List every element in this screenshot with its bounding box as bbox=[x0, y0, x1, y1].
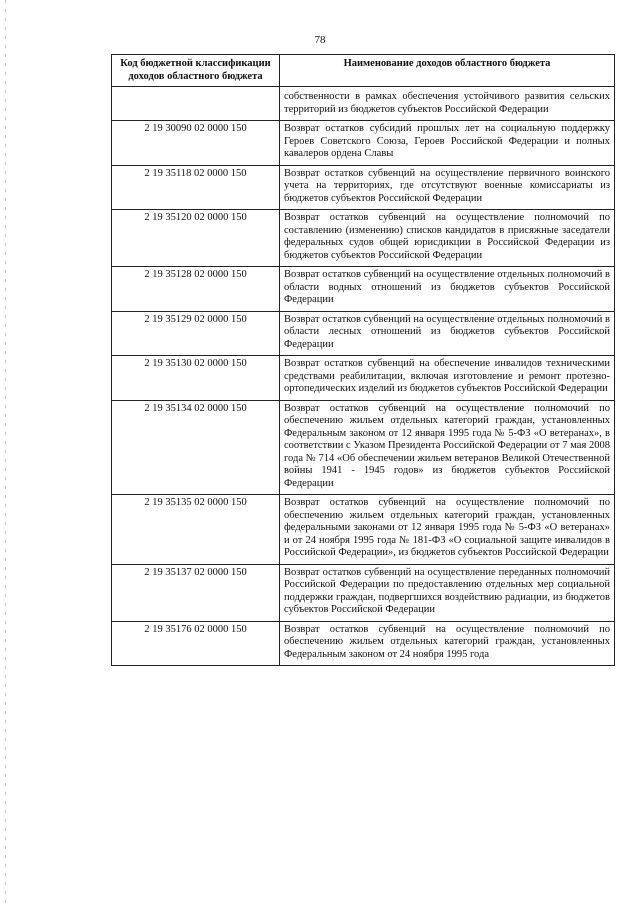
budget-codes-table bbox=[111, 54, 615, 666]
page-number: 78 bbox=[314, 34, 326, 46]
table-row bbox=[112, 121, 615, 166]
row-code: 2 19 30090 02 0000 150 bbox=[112, 121, 280, 166]
scan-edge bbox=[5, 0, 6, 905]
row-name: Возврат остатков субвенций на осуществление полномочий по составлению (изменению) списков кандидатов в присяжные заседатели федеральных судов общей юрисдикции в Российской Федерации из бюджетов субъектов Российской Федерации bbox=[280, 210, 615, 267]
row-code: 2 19 35129 02 0000 150 bbox=[112, 311, 280, 356]
header-code: Код бюджетной классификации доходов областного бюджета bbox=[112, 55, 280, 87]
header-name: Наименование доходов областного бюджета bbox=[280, 55, 615, 87]
row-code: 2 19 35130 02 0000 150 bbox=[112, 356, 280, 401]
table-row bbox=[112, 165, 615, 210]
row-code bbox=[112, 87, 280, 121]
row-code: 2 19 35118 02 0000 150 bbox=[112, 165, 280, 210]
row-name: Возврат остатков субвенций на осуществление переданных полномочий Российской Федерации по предоставлению отдельных мер социальной поддержки граждан, подвергшихся воздействию радиации, из бюджетов субъектов Российской Федерации bbox=[280, 564, 615, 621]
row-code: 2 19 35120 02 0000 150 bbox=[112, 210, 280, 267]
table-row bbox=[112, 495, 615, 565]
table-row bbox=[112, 564, 615, 621]
table-row bbox=[112, 311, 615, 356]
table-row bbox=[112, 210, 615, 267]
row-name: Возврат остатков субвенций на осуществление отдельных полномочий в области водных отношений из бюджетов субъектов Российской Федерации bbox=[280, 267, 615, 312]
row-name: Возврат остатков субвенций на осуществление полномочий по обеспечению жильем отдельных категорий граждан, установленных Федеральным законом от 12 января 1995 года № 5-ФЗ «О ветеранах», в соответствии с Указом Президента Российской Федерации от 7 мая 2008 года № 714 «Об обеспечении жильем ветеранов Великой Отечественной войны 1941 - 1945 годов» из бюджетов субъектов Российской Федерации bbox=[280, 400, 615, 495]
row-name: Возврат остатков субвенций на осуществление первичного воинского учета на территориях, где отсутствуют военные комиссариаты из бюджетов субъектов Российской Федерации bbox=[280, 165, 615, 210]
table-header-row bbox=[112, 55, 615, 87]
row-name: собственности в рамках обеспечения устойчивого развития сельских территорий из бюджетов субъектов Российской Федерации bbox=[280, 87, 615, 121]
row-name: Возврат остатков субвенций на обеспечение инвалидов техническими средствами реабилитации, включая изготовление и ремонт протезно-ортопедических изделий из бюджетов субъектов Российской Федерации bbox=[280, 356, 615, 401]
row-code: 2 19 35176 02 0000 150 bbox=[112, 621, 280, 666]
table-row bbox=[112, 267, 615, 312]
row-name: Возврат остатков субвенций на осуществление полномочий по обеспечению жильем отдельных категорий граждан, установленных федеральными законами от 12 января 1995 года № 5-ФЗ «О ветеранах» и от 24 ноября 1995 года № 181-ФЗ «О социальной защите инвалидов в Российской Федерации», из бюджетов субъектов Российской Федерации bbox=[280, 495, 615, 565]
row-code: 2 19 35135 02 0000 150 bbox=[112, 495, 280, 565]
row-name: Возврат остатков субвенций на осуществление полномочий по обеспечению жильем отдельных категорий граждан, установленных Федеральным законом от 24 ноября 1995 года bbox=[280, 621, 615, 666]
row-name: Возврат остатков субсидий прошлых лет на социальную поддержку Героев Советского Союза, Героев Российской Федерации и полных кавалеров ордена Славы bbox=[280, 121, 615, 166]
row-name: Возврат остатков субвенций на осуществление отдельных полномочий в области лесных отношений из бюджетов субъектов Российской Федерации bbox=[280, 311, 615, 356]
table-row bbox=[112, 356, 615, 401]
row-code: 2 19 35134 02 0000 150 bbox=[112, 400, 280, 495]
row-code: 2 19 35128 02 0000 150 bbox=[112, 267, 280, 312]
row-code: 2 19 35137 02 0000 150 bbox=[112, 564, 280, 621]
table-row bbox=[112, 400, 615, 495]
table-row bbox=[112, 87, 615, 121]
table-row bbox=[112, 621, 615, 666]
